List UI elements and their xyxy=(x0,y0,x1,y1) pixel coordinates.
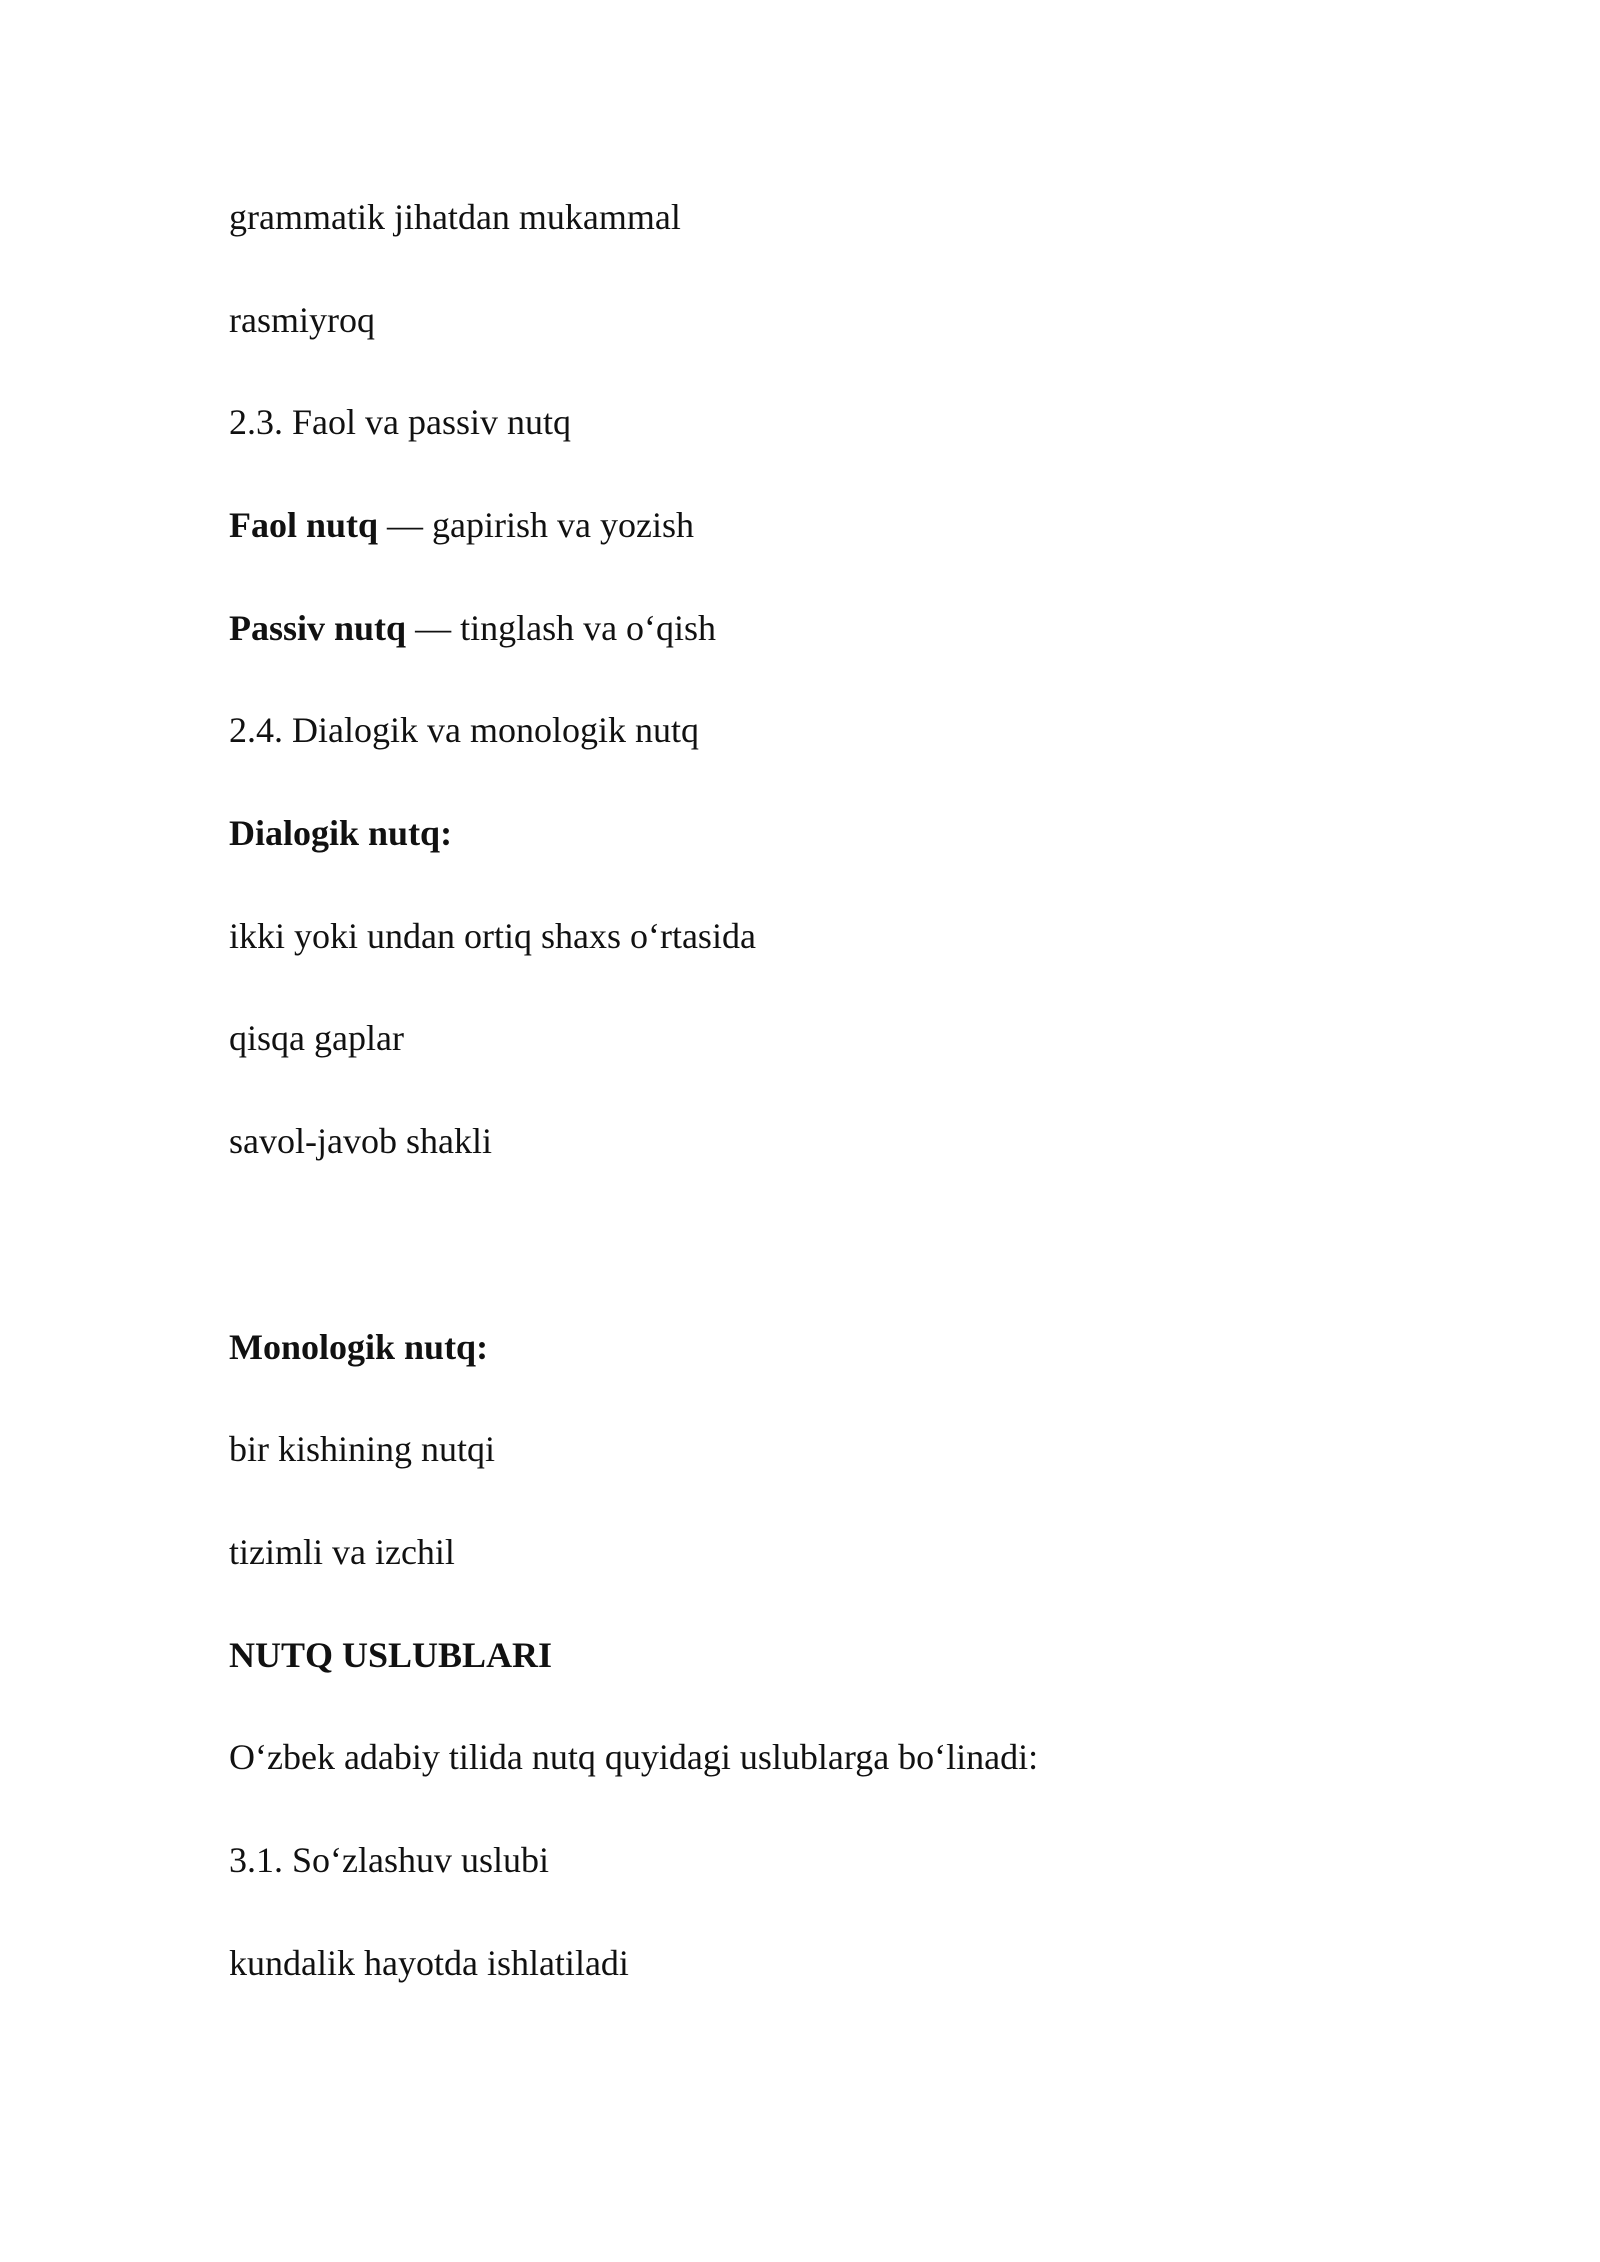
text-line: tizimli va izchil xyxy=(229,1532,455,1572)
text-line: rasmiyroq xyxy=(229,300,375,340)
text-line: savol-javob shakli xyxy=(229,1121,492,1161)
term: Passiv nutq xyxy=(229,608,407,648)
subheading: Monologik nutq: xyxy=(229,1327,489,1367)
text-line: O‘zbek adabiy tilida nutq quyidagi uslublarga bo‘linadi: xyxy=(229,1737,1039,1777)
definition: — gapirish va yozish xyxy=(378,505,694,545)
subheading: Dialogik nutq: xyxy=(229,813,453,853)
section-heading: 3.1. So‘zlashuv uslubi xyxy=(229,1840,549,1880)
term: Faol nutq xyxy=(229,505,379,545)
definition: — tinglash va o‘qish xyxy=(406,608,717,648)
definition-line xyxy=(229,503,694,547)
definition-line xyxy=(229,606,716,650)
section-heading: 2.3. Faol va passiv nutq xyxy=(229,402,571,442)
section-heading: 2.4. Dialogik va monologik nutq xyxy=(229,710,699,750)
chapter-heading: NUTQ USLUBLARI xyxy=(229,1635,553,1675)
text-line: bir kishining nutqi xyxy=(229,1429,496,1469)
text-line: grammatik jihatdan mukammal xyxy=(229,197,681,237)
text-line: ikki yoki undan ortiq shaxs o‘rtasida xyxy=(229,916,756,956)
text-line: kundalik hayotda ishlatiladi xyxy=(229,1943,629,1983)
text-line: qisqa gaplar xyxy=(229,1018,404,1058)
